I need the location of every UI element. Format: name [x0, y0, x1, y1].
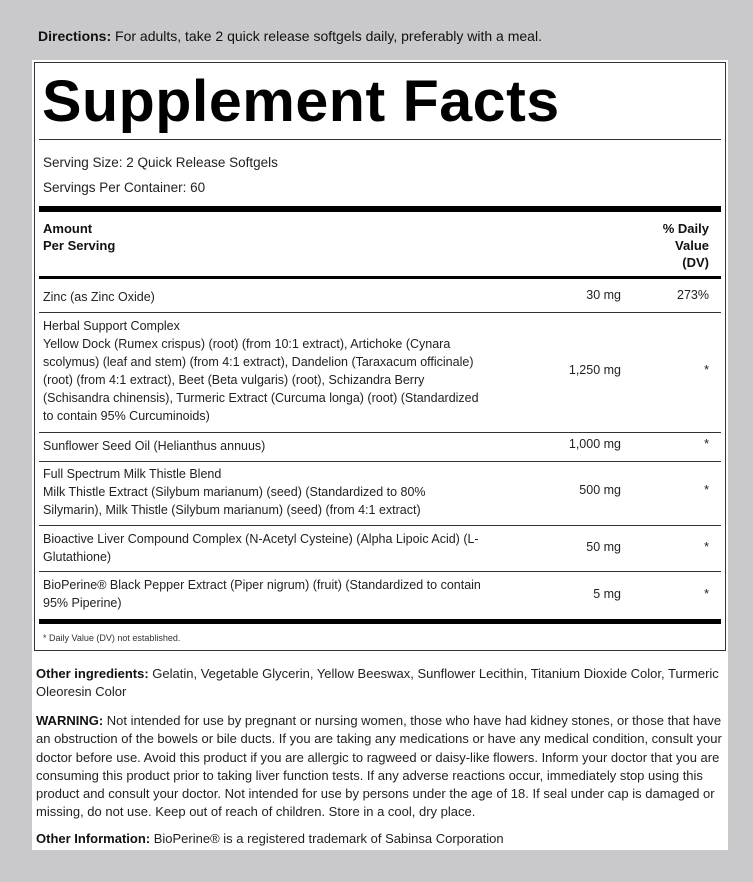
row-sunflower-text: Sunflower Seed Oil (Helianthus annuus) [43, 439, 266, 453]
row-divider [39, 461, 721, 462]
amount-header [43, 220, 115, 254]
title-rule [39, 139, 721, 140]
warning-label: WARNING: [36, 713, 104, 728]
amount-header-line2: Per Serving [43, 238, 116, 253]
row-milk-thistle-text: Full Spectrum Milk Thistle Blend Milk Thistle Extract (Silybum marianum) (seed) (Standardized to 80% Silymarin), Milk Thistle (Silybum marianum) (seed) (from 4:1 extract) [43, 467, 426, 517]
thick-rule-bottom [39, 619, 721, 624]
row-bioperine-amount: 5 mg [593, 587, 621, 601]
row-bioperine-dv: * [704, 587, 709, 601]
dv-footnote: * Daily Value (DV) not established. [43, 633, 181, 643]
other-ingredients-text: Gelatin, Vegetable Glycerin, Yellow Beeswax, Sunflower Lecithin, Titanium Dioxide Color, Turmeric Oleoresin Color [36, 666, 719, 700]
directions-text: For adults, take 2 quick release softgels daily, preferably with a meal. [111, 28, 542, 44]
amount-header-line1: Amount [43, 221, 93, 236]
other-ingredients-label: Other ingredients: [36, 666, 149, 681]
directions [38, 28, 738, 44]
row-bioperine-text: BioPerine® Black Pepper Extract (Piper nigrum) (fruit) (Standardized to contain 95% Piperine) [43, 578, 481, 610]
facts-title: Supplement Facts [42, 69, 560, 134]
row-zinc-amount: 30 mg [586, 288, 621, 302]
row-milk-thistle-dv: * [704, 483, 709, 497]
directions-label: Directions: [38, 28, 112, 44]
warning [36, 712, 724, 822]
other-information-text: BioPerine® is a registered trademark of Sabinsa Corporation [150, 831, 504, 846]
row-liver-amount: 50 mg [586, 540, 621, 554]
row-herbal-dv: * [704, 363, 709, 377]
dv-header-line2: Value [675, 238, 709, 253]
other-information [36, 830, 726, 848]
row-zinc-dv: 273% [677, 288, 709, 302]
other-information-label: Other Information: [36, 831, 151, 846]
row-divider [39, 432, 721, 433]
row-sunflower-amount: 1,000 mg [568, 437, 621, 451]
row-milk-thistle-amount: 500 mg [579, 483, 621, 497]
warning-text: Not intended for use by pregnant or nursing women, those who have had kidney stones, or those that have an obstruction of the bowels or bile ducts. If you are taking any medications or have any medical condition, consult your doctor before use. Avoid this product if you are allergic to ragweed or daisy-like flowers. Inform your doctor that you are consuming this product prior to taking liver function tests. If any adverse reactions occur, immediately stop using this product and consult your doctor. Not intended for use by persons under the age of 18. If seal under cap is damaged or missing, do not use. Keep out of reach of children. Store in a cool, dry place. [36, 713, 722, 820]
row-divider [39, 525, 721, 526]
thick-rule-top [39, 206, 721, 212]
supplement-facts-box [34, 62, 726, 651]
dv-header [635, 220, 709, 271]
dv-header-line3: (DV) [682, 255, 709, 270]
row-sunflower-dv: * [704, 437, 709, 451]
row-liver-text: Bioactive Liver Compound Complex (N-Acetyl Cysteine) (Alpha Lipoic Acid) (L-Glutathione) [43, 532, 479, 564]
row-divider [39, 571, 721, 572]
row-divider [39, 312, 721, 313]
row-zinc-text: Zinc (as Zinc Oxide) [43, 290, 155, 304]
dv-header-line1: % Daily [662, 221, 709, 236]
other-ingredients [36, 665, 726, 702]
row-herbal-amount: 1,250 mg [568, 363, 621, 377]
serving-size: Serving Size: 2 Quick Release Softgels [43, 155, 278, 170]
servings-per-container: Servings Per Container: 60 [43, 180, 206, 195]
row-liver-dv: * [704, 540, 709, 554]
row-herbal-text: Herbal Support Complex Yellow Dock (Rumex crispus) (root) (from 10:1 extract), Artichoke (Cynara scolymus) (leaf and stem) (from 4:1 extract), Dandelion (Taraxacum officinale) (root) (from 4:1 extract), Beet (Beta vulgaris) (root), Schizandra Berry (Schisandra chinensis), Turmeric Extract (Curcuma longa) (root) (Standardized to contain 95% Curcuminoids) [43, 319, 479, 423]
header-rule [39, 276, 721, 279]
